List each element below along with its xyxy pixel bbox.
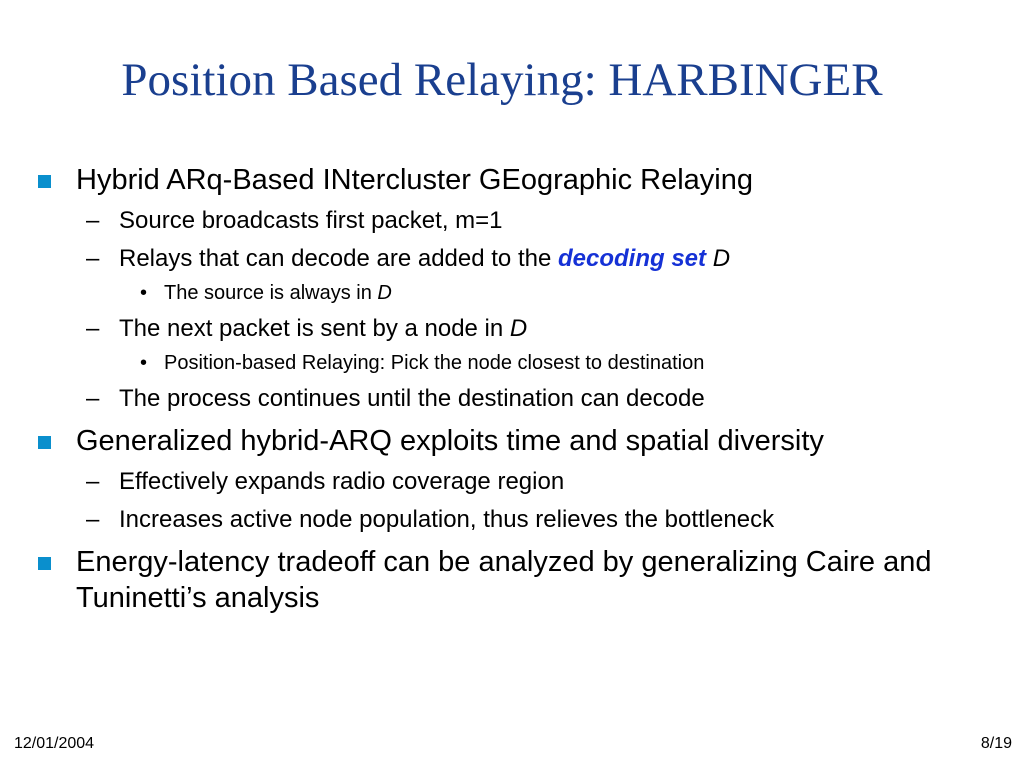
bullet-text: The process continues until the destination can decode xyxy=(119,385,705,412)
bullet-text: Generalized hybrid-ARQ exploits time and spatial diversity xyxy=(76,425,824,457)
dot-bullet: • xyxy=(140,352,148,374)
dash-bullet: – xyxy=(86,468,100,495)
bullet-item xyxy=(38,544,976,616)
sub-bullet-item xyxy=(38,467,998,497)
sub-bullet-item xyxy=(38,206,998,236)
dash-bullet: – xyxy=(86,315,100,342)
bullet-text: Hybrid ARq-Based INtercluster GEographic Relaying xyxy=(76,164,753,196)
bullet-text: Energy-latency tradeoff can be analyzed by generalizing Caire and Tuninetti’s analysis xyxy=(76,546,932,614)
dash-bullet: – xyxy=(86,385,100,412)
dash-bullet: – xyxy=(86,506,100,533)
set-symbol: D xyxy=(377,282,392,304)
bullet-text: Effectively expands radio coverage region xyxy=(119,468,565,495)
bullet-text: The source is always in xyxy=(164,282,378,304)
square-bullet-icon xyxy=(38,175,51,188)
sub-bullet-item xyxy=(38,244,998,274)
bullet-text: The next packet is sent by a node in xyxy=(119,315,510,342)
sub-sub-bullet-item xyxy=(38,280,998,306)
square-bullet-icon xyxy=(38,557,51,570)
sub-bullet-item xyxy=(38,505,998,535)
bullet-item xyxy=(38,423,998,459)
page-number: 8/19 xyxy=(980,735,1012,752)
set-symbol: D xyxy=(509,315,528,342)
dash-bullet: – xyxy=(86,245,100,272)
dot-bullet: • xyxy=(140,282,148,304)
bullet-text: Source broadcasts first packet, m=1 xyxy=(119,207,503,234)
square-bullet-icon xyxy=(38,436,51,449)
bullet-text: Relays that can decode are added to the xyxy=(119,245,558,272)
slide-title: Position Based Relaying: HARBINGER xyxy=(121,54,883,106)
dash-bullet: – xyxy=(86,207,100,234)
set-symbol: D xyxy=(712,245,731,272)
bullet-text: Increases active node population, thus relieves the bottleneck xyxy=(119,506,775,533)
sub-bullet-item xyxy=(38,314,998,344)
bullet-text: Position-based Relaying: Pick the node closest to destination xyxy=(164,352,705,374)
footer-date: 12/01/2004 xyxy=(14,735,95,752)
sub-sub-bullet-item xyxy=(38,350,998,376)
bullet-item xyxy=(38,162,998,198)
decoding-set-highlight: decoding set xyxy=(557,245,707,272)
bullet-list xyxy=(38,162,998,616)
sub-bullet-item xyxy=(38,384,998,414)
